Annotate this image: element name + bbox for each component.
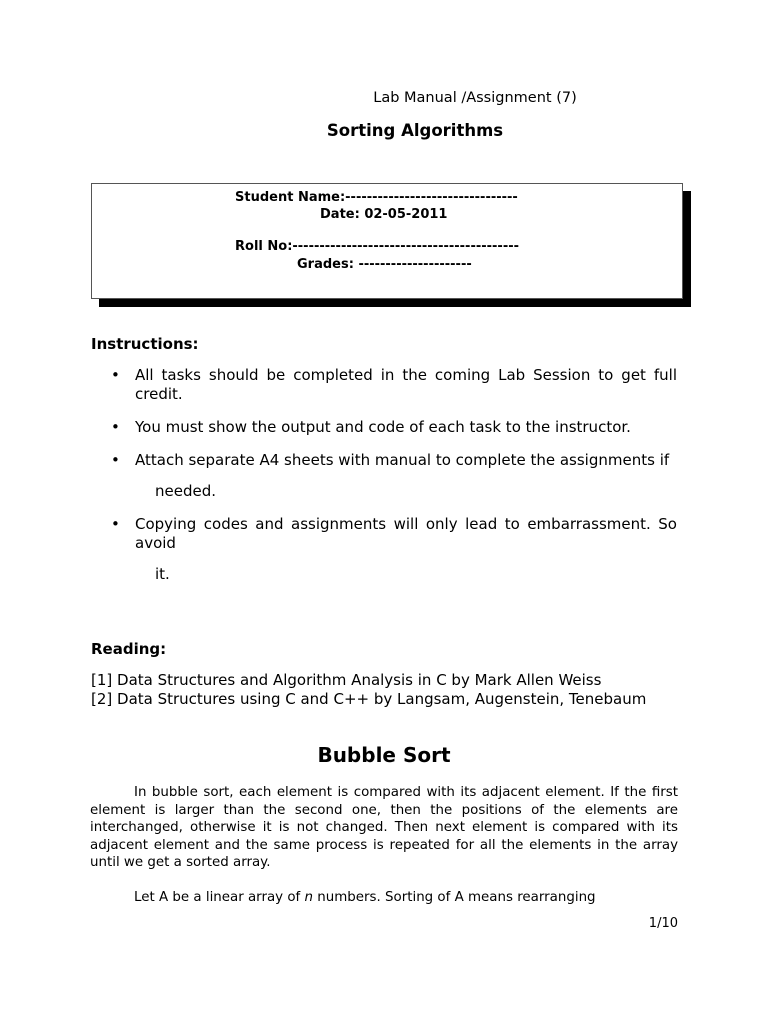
body-paragraph: In bubble sort, each element is compared with its adjacent element. If the first element is larger than the second one, then the positions of the elements are interchanged, otherwise it is not changed. Then next element is compared with its adjacent element and the same process is repeated for all the elements in the array until we get a sorted array.	[90, 785, 678, 870]
student-name-field: Student Name:--------------------------------	[235, 190, 518, 205]
reading-references	[91, 671, 677, 709]
list-item-continuation: it.	[155, 565, 170, 583]
list-item-text: Attach separate A4 sheets with manual to complete the assignments if	[135, 451, 670, 469]
bullet-icon: •	[111, 451, 120, 469]
instructions-list	[91, 366, 677, 598]
list-item-continuation: needed.	[155, 482, 217, 500]
list-item	[91, 451, 677, 501]
list-item-text: All tasks should be completed in the coming Lab Session to get full credit.	[135, 366, 677, 403]
roll-no-field: Roll No:------------------------------------------	[235, 239, 520, 254]
date-field: Date: 02-05-2011	[320, 207, 448, 222]
reading-heading: Reading:	[91, 640, 167, 658]
reference-item: [1] Data Structures and Algorithm Analysis in C by Mark Allen Weiss	[91, 671, 602, 689]
bullet-icon: •	[111, 515, 120, 533]
document-title: Sorting Algorithms	[326, 121, 504, 140]
page-number: 1/10	[648, 916, 678, 931]
list-item	[91, 366, 677, 404]
section-title: Bubble Sort	[317, 743, 451, 767]
list-item	[91, 418, 677, 437]
list-item-text: Copying codes and assignments will only lead to embarrassment. So avoid	[135, 515, 677, 552]
instructions-heading: Instructions:	[91, 335, 199, 353]
reference-item: [2] Data Structures using C and C++ by Langsam, Augenstein, Tenebaum	[91, 690, 647, 708]
list-item	[91, 515, 677, 584]
grades-field: Grades: ---------------------	[297, 257, 472, 272]
body-paragraph: Let A be a linear array of n numbers. Sorting of A means rearranging	[134, 890, 596, 905]
list-item-text: You must show the output and code of each task to the instructor.	[135, 418, 631, 436]
document-subtitle: Lab Manual /Assignment (7)	[373, 90, 577, 106]
bullet-icon: •	[111, 418, 120, 436]
student-info-box	[91, 183, 683, 299]
bullet-icon: •	[111, 366, 120, 384]
